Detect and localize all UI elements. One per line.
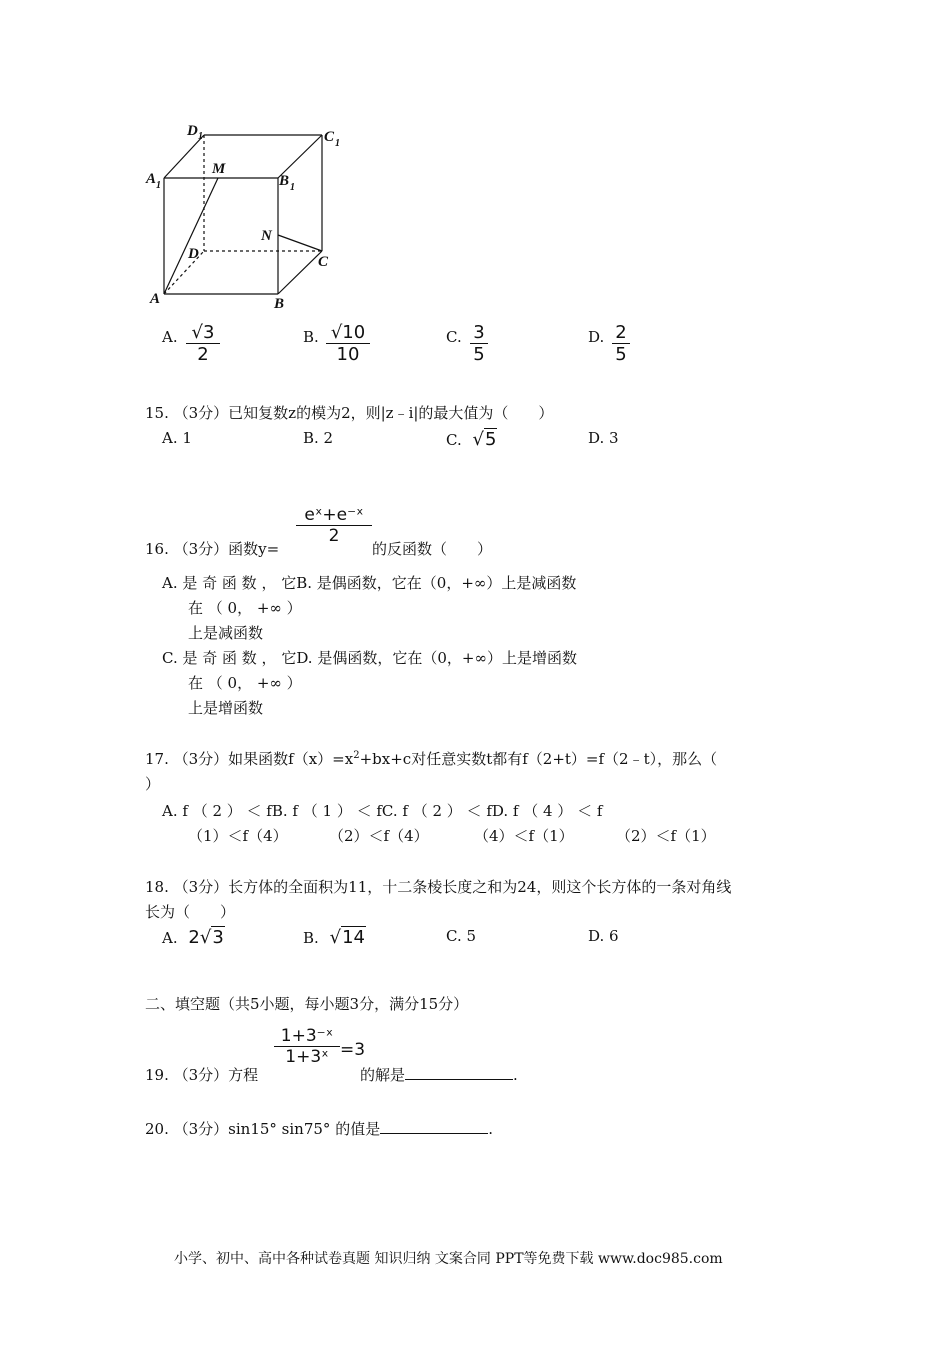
q15-option-b: B. 2 [303, 429, 334, 447]
footer-text: 小学、初中、高中各种试卷真题 知识归纳 文案合同 PPT等免费下载 www.doc985.com [174, 1251, 723, 1267]
fraction-numerator: √10 [330, 322, 366, 343]
q14-option-b-fraction [326, 322, 370, 365]
edge-BC [278, 251, 322, 294]
fraction-denominator: 1+3ˣ [285, 1047, 329, 1067]
q15-option-a: A. 1 [162, 429, 192, 447]
label-A: A [150, 291, 161, 307]
fraction-denominator: 5 [615, 344, 627, 365]
q19-stem-post-text: 的解是 [360, 1066, 406, 1084]
q18-stem-line-2: 长为（ ） [145, 903, 236, 921]
label-M: M [212, 161, 226, 177]
q14-option-d-fraction [612, 322, 630, 365]
q17-superscript: 2 [353, 750, 360, 761]
q17-option-d-cont: （2）＜f（1） [616, 827, 716, 845]
q18-option-d: D. 6 [588, 927, 619, 945]
q18-option-b-radicand: 14 [342, 927, 365, 948]
q18-stem-line-1: 18. （3分）长方体的全面积为11，十二条棱长度之和为24，则这个长方体的一条对角线 [145, 878, 732, 896]
label-C1: C [324, 129, 335, 145]
q15-option-d: D. 3 [588, 429, 619, 447]
section-2-title: 二、填空题（共5小题，每小题3分，满分15分） [145, 995, 469, 1013]
fraction-denominator: 2 [328, 526, 340, 546]
q18-option-a-label: A. [162, 929, 178, 947]
q19-equals: =3 [340, 1040, 366, 1060]
q16-fraction [296, 505, 372, 546]
label-B1: B [279, 173, 290, 189]
q14-option-a-label: A. [162, 328, 178, 346]
q16-options-line-5: 在 （ 0， +∞ ） [188, 674, 302, 692]
fraction-numerator: √3 [191, 322, 215, 343]
sqrt-sign: √ [329, 927, 342, 948]
q16-options-line-6: 上是增函数 [188, 699, 264, 717]
fraction-numerator: 1+3⁻ˣ [280, 1026, 334, 1046]
q15-option-c-label: C. [446, 431, 462, 449]
q16-stem-pre: 16. （3分）函数y= [145, 540, 280, 558]
q14-option-a-fraction [186, 322, 220, 365]
q17-option-b-cont: （2）＜f（4） [329, 827, 429, 845]
q14-option-b-label: B. [303, 328, 319, 346]
label-A1: A [146, 171, 157, 187]
fraction-denominator: 2 [197, 344, 209, 365]
q15-stem: 15. （3分）已知复数z的模为2，则|z﹣i|的最大值为（ ） [145, 404, 554, 422]
q18-option-c: C. 5 [446, 927, 477, 945]
q20-stem [145, 1118, 493, 1139]
q17-stem [145, 748, 717, 769]
q16-options-line-4: C. 是 奇 函 数 ， 它D. 是偶函数，它在（0，+∞）上是增函数 [162, 649, 577, 667]
q17-options-line-1: A. f （ 2 ） ＜ fB. f （ 1 ） ＜ fC. f （ 2 ） ＜ fD. f （ 4 ） ＜ f [162, 802, 603, 820]
q17-stem-post: +bx+c对任意实数t都有f（2+t）=f（2﹣t），那么（ [359, 750, 718, 768]
q18-option-a [162, 927, 225, 948]
label-N: N [261, 228, 272, 244]
fraction-numerator: 3 [473, 322, 485, 343]
q20-answer-blank[interactable] [380, 1119, 488, 1134]
sqrt-sign: √ [199, 927, 212, 948]
q19-answer-blank[interactable] [405, 1065, 513, 1080]
q15-option-c [446, 429, 497, 450]
q16-options-line-3: 上是减函数 [188, 624, 264, 642]
cube-figure [140, 118, 370, 313]
label-D1-sub: 1 [198, 131, 203, 142]
q17-stem-pre: 17. （3分）如果函数f（x）=x [145, 750, 354, 768]
q14-option-c-label: C. [446, 328, 462, 346]
q16-options-line-2: 在 （ 0， +∞ ） [188, 599, 302, 617]
q20-stem-text: 20. （3分）sin15° sin75° 的值是 [145, 1120, 381, 1138]
sqrt-sign: √5 [472, 429, 497, 450]
q19-end: . [513, 1066, 518, 1084]
label-D1: D [187, 123, 198, 139]
label-A1-sub: 1 [156, 180, 161, 191]
q18-option-b [303, 927, 366, 948]
fraction-numerator: eˣ+e⁻ˣ [304, 505, 364, 525]
label-C1-sub: 1 [335, 138, 340, 149]
q14-option-d-label: D. [588, 328, 605, 346]
q17-stem-line-2: ） [145, 775, 161, 793]
q16-stem-post: 的反函数（ ） [372, 540, 493, 558]
q19-stem-pre: 19. （3分）方程 [145, 1066, 259, 1084]
q18-option-b-label: B. [303, 929, 319, 947]
label-B: B [274, 296, 285, 312]
q20-end: . [488, 1120, 493, 1138]
fraction-denominator: 10 [336, 344, 360, 365]
q14-option-c-fraction [470, 322, 488, 365]
label-D: D [188, 246, 199, 262]
edge-B1C1 [278, 135, 322, 178]
fraction-numerator: 2 [615, 322, 627, 343]
q18-option-a-radicand: 3 [212, 927, 224, 948]
segment-NC [278, 235, 322, 251]
q19-stem-post [360, 1064, 518, 1085]
segment-AM [164, 178, 218, 294]
q16-options-line-1: A. 是 奇 函 数 ， 它B. 是偶函数，它在（0，+∞）上是减函数 [162, 574, 577, 592]
label-B1-sub: 1 [290, 182, 295, 193]
q15-option-c-radicand: 5 [484, 429, 497, 450]
q19-fraction [274, 1026, 340, 1067]
q17-option-c-cont: （4）＜f（1） [474, 827, 574, 845]
q18-option-a-coefficient: 2 [188, 927, 200, 948]
label-C: C [318, 254, 329, 270]
fraction-denominator: 5 [473, 344, 485, 365]
q17-option-a-cont: （1）＜f（4） [188, 827, 288, 845]
